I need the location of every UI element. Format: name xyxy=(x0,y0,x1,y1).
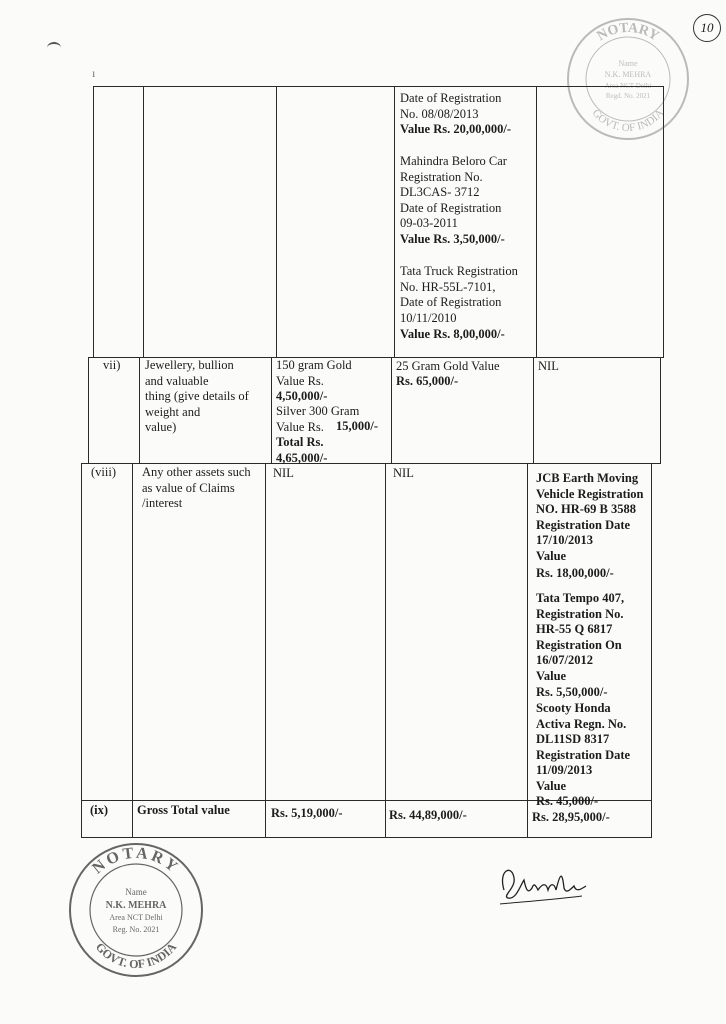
gross-total-spouse: Rs. 44,89,000/- xyxy=(389,808,467,822)
column-divider-1 xyxy=(139,357,140,463)
column-divider-2 xyxy=(265,463,266,838)
row-description: Jewellery, bullion and valuable thing (give details of weight and value) xyxy=(145,358,249,434)
column-divider-2 xyxy=(276,86,277,357)
handwritten-signature xyxy=(490,860,600,910)
gross-total-dependent: Rs. 28,95,000/- xyxy=(532,810,610,824)
table-border-left xyxy=(81,463,82,838)
scan-smudge: ı xyxy=(92,66,96,80)
punch-hole-mark xyxy=(47,42,61,54)
column-divider-1 xyxy=(132,463,133,838)
vehicle-entry-text: Mahindra Beloro Car Registration No. DL3CAS- 3712 Date of Registration 09-03-2011 xyxy=(400,154,507,230)
stamp-line: Reg. No. 2021 xyxy=(112,925,160,934)
column-divider-3 xyxy=(394,86,395,357)
vehicle-entry-text: Tata Truck Registration No. HR-55L-7101, Date of Registration 10/11/2010 xyxy=(400,264,518,325)
row-number: (viii) xyxy=(91,465,116,479)
dependent-assets-value: Rs. 5,50,000/- xyxy=(536,685,608,699)
column-divider-3 xyxy=(391,357,392,463)
table-border-left xyxy=(93,86,94,357)
dependent-assets-value: Rs. 18,00,000/- xyxy=(536,566,614,580)
row-number: vii) xyxy=(103,358,121,372)
row-divider xyxy=(81,463,661,464)
page-number: 10 xyxy=(693,14,721,42)
stamp-line: N.K. MEHRA xyxy=(604,70,652,79)
dependent-assets-text: Tata Tempo 407, Registration No. HR-55 Q 6817 Registration On 16/07/2012 Value xyxy=(536,591,625,683)
column-divider-2 xyxy=(271,357,272,463)
stamp-top-arc-text: NOTARY xyxy=(89,844,183,878)
self-assets-value: 4,50,000/- xyxy=(276,389,328,403)
notary-seal-stamp xyxy=(66,840,206,980)
stamp-top-arc-text: NOTARY xyxy=(594,20,662,45)
self-assets-text: 150 gram Gold Value Rs. xyxy=(276,358,352,388)
dependent-assets-text: Scooty Honda Activa Regn. No. DL11SD 8317 Registration Date 11/09/2013 Value xyxy=(536,701,631,793)
row-number: (ix) xyxy=(90,803,109,817)
stamp-line: Area NCT Delhi xyxy=(109,913,163,922)
column-divider-3 xyxy=(385,463,386,838)
spouse-assets-text: NIL xyxy=(393,466,414,480)
column-divider-4 xyxy=(527,463,528,838)
self-assets-total: Total Rs. 4,65,000/- xyxy=(276,435,328,465)
table-border-bottom xyxy=(81,837,652,838)
vehicle-entry-value: Value Rs. 8,00,000/- xyxy=(400,327,505,341)
self-assets-text: Silver 300 Gram Value Rs. xyxy=(276,404,360,434)
self-assets-text: NIL xyxy=(273,466,294,480)
gross-total-self: Rs. 5,19,000/- xyxy=(271,806,343,820)
dependent-assets-text: JCB Earth Moving Vehicle Registration NO. HR-69 B 3588 Registration Date 17/10/2013 Value xyxy=(536,471,644,563)
notary-seal-stamp xyxy=(563,14,693,144)
spouse-assets-value: Rs. 65,000/- xyxy=(396,374,459,388)
stamp-line: Name xyxy=(618,59,638,68)
table-border-right xyxy=(660,357,661,463)
gross-total-label: Gross Total value xyxy=(137,803,230,817)
self-assets-value: 15,000/- xyxy=(336,419,379,433)
stamp-line: Area NCT Delhi xyxy=(604,82,652,90)
spouse-assets-text: 25 Gram Gold Value xyxy=(396,359,500,373)
dependent-assets-value: Rs. 45,000/- xyxy=(536,794,599,808)
stamp-bottom-arc-text: GOVT. OF INDIA xyxy=(92,939,180,972)
column-divider-1 xyxy=(143,86,144,357)
vehicle-entry-value: Value Rs. 20,00,000/- xyxy=(400,122,512,136)
stamp-bottom-arc-text: GOVT. OF INDIA xyxy=(589,107,667,135)
svg-text:NOTARY xyxy=(89,845,182,878)
row-description: Any other assets such as value of Claims /interest xyxy=(142,465,251,510)
stamp-line: Name xyxy=(125,887,147,897)
dependent-assets-text: NIL xyxy=(538,359,559,373)
vehicle-entry-text: Date of Registration No. 08/08/2013 xyxy=(400,91,502,121)
column-divider-4 xyxy=(533,357,534,463)
column-divider-4 xyxy=(536,86,537,357)
stamp-line: N.K. MEHRA xyxy=(105,900,167,911)
table-border-right xyxy=(651,463,652,838)
vehicle-entry-value: Value Rs. 3,50,000/- xyxy=(400,232,505,246)
table-border-left xyxy=(88,357,89,463)
stamp-line: Regd. No. 2021 xyxy=(605,92,651,100)
